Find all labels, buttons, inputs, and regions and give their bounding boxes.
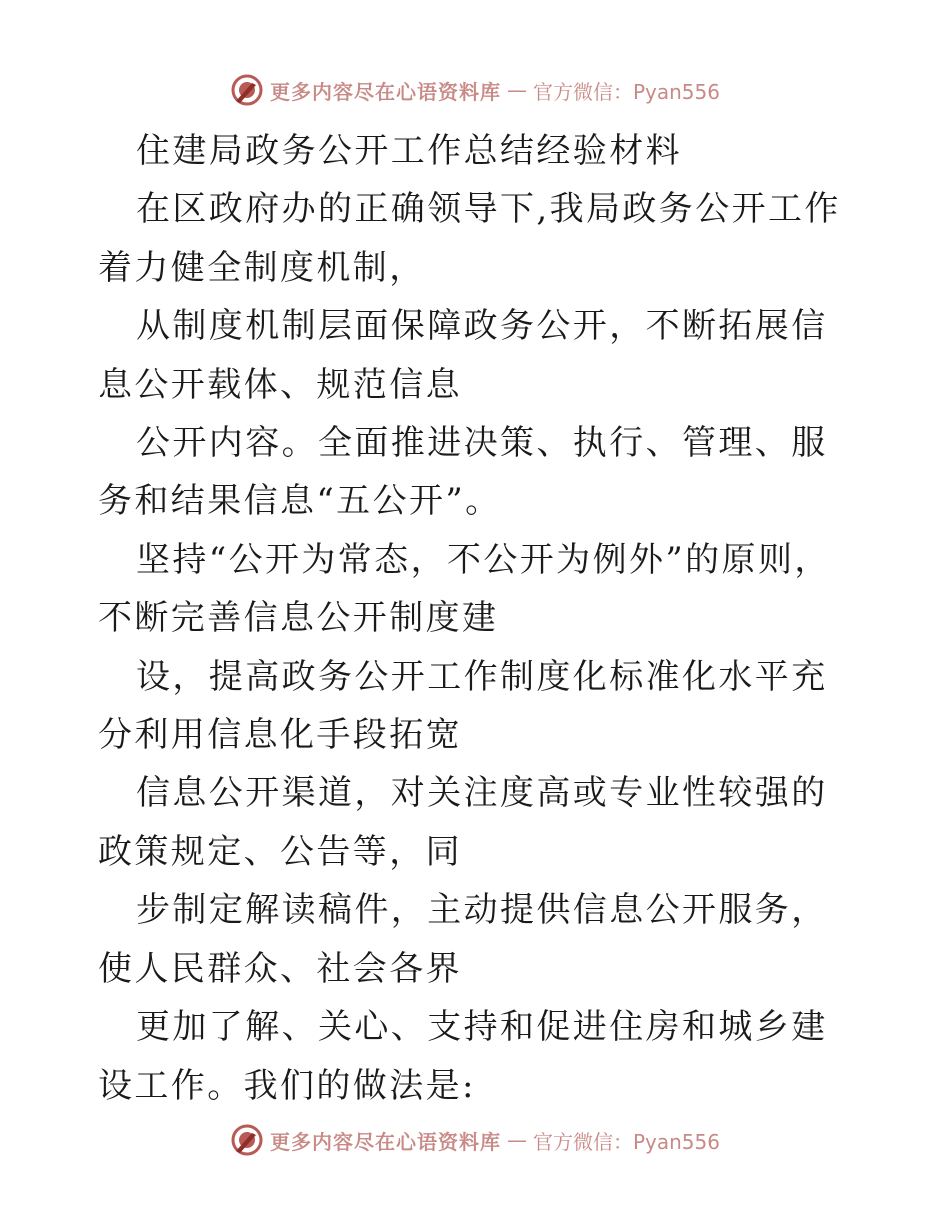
watermark-text: 更多内容尽在心语资料库	[269, 1129, 501, 1154]
watermark-separator: —	[506, 78, 527, 102]
watermark-separator: —	[506, 1128, 527, 1152]
document-body	[98, 122, 858, 1115]
paragraph: 更加了解、关心、支持和促进住房和城乡建设工作。我们的做法是:	[98, 1007, 828, 1106]
watermark-contact: 官方微信：Pyan556	[532, 79, 720, 104]
paragraph: 公开内容。全面推进决策、执行、管理、服务和结果信息“五公开”。	[98, 423, 828, 522]
paragraph: 坚持“公开为常态，不公开为例外”的原则，不断完善信息公开制度建	[98, 539, 831, 639]
header-watermark	[0, 70, 950, 110]
footer-watermark	[0, 1120, 950, 1160]
quill-pen-logo-icon	[230, 73, 264, 107]
paragraph: 设，提高政务公开工作制度化标准化水平充分利用信息化手段拓宽	[98, 656, 828, 756]
quill-pen-logo-icon	[230, 1123, 264, 1157]
paragraph: 在区政府办的正确领导下,我局政务公开工作着力健全制度机制，	[98, 189, 841, 288]
watermark-text: 更多内容尽在心语资料库	[269, 79, 501, 104]
paragraph: 从制度机制层面保障政务公开，不断拓展信息公开载体、规范信息	[98, 306, 828, 405]
document-title: 住建局政务公开工作总结经验材料	[136, 131, 682, 171]
paragraph: 信息公开渠道，对关注度高或专业性较强的政策规定、公告等，同	[98, 773, 828, 872]
watermark-contact: 官方微信：Pyan556	[532, 1129, 720, 1154]
paragraph: 步制定解读稿件，主动提供信息公开服务，使人民群众、社会各界	[98, 890, 828, 989]
